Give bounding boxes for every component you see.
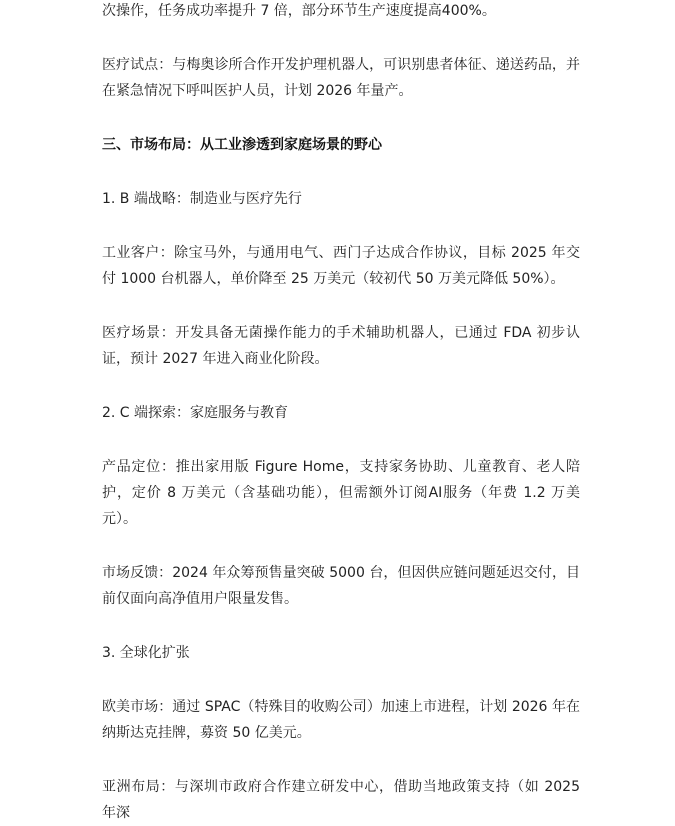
section-heading-market-layout: 三、市场布局：从工业渗透到家庭场景的野心: [102, 137, 382, 153]
paragraph-medical-scenario: 医疗场景：开发具备无菌操作能力的手术辅助机器人，已通过 FDA 初步认证，预计 2027 年进入商业化阶段。: [102, 325, 580, 367]
paragraph-medical-pilot: 医疗试点：与梅奥诊所合作开发护理机器人，可识别患者体征、递送药品，并在紧急情况下呼叫医护人员，计划 2026 年量产。: [102, 57, 580, 99]
paragraph-europe-america-market: 欧美市场：通过 SPAC（特殊目的收购公司）加速上市进程，计划 2026 年在纳斯达克挂牌，募资 50 亿美元。: [102, 699, 580, 741]
subheading-globalization: 3. 全球化扩张: [102, 645, 190, 661]
paragraph-product-positioning: 产品定位：推出家用版 Figure Home，支持家务协助、儿童教育、老人陪护，定价 8 万美元（含基础功能），但需额外订阅AI服务（年费 1.2 万美元）。: [102, 459, 580, 527]
paragraph-asia-layout: 亚洲布局：与深圳市政府合作建立研发中心，借助当地政策支持（如 2025 年深: [102, 779, 580, 821]
subheading-b2c-exploration: 2. C 端探索：家庭服务与教育: [102, 405, 289, 421]
document-body: [102, 0, 580, 826]
paragraph-market-feedback: 市场反馈：2024 年众筹预售量突破 5000 台，但因供应链问题延迟交付，目前仅面向高净值用户限量发售。: [102, 565, 580, 607]
paragraph-industrial-customers: 工业客户：除宝马外，与通用电气、西门子达成合作协议，目标 2025 年交付 1000 台机器人，单价降至 25 万美元（较初代 50 万美元降低 50%）。: [102, 245, 580, 287]
paragraph-continuation: 次操作，任务成功率提升 7 倍，部分环节生产速度提高400%。: [102, 3, 496, 19]
subheading-b2b-strategy: 1. B 端战略：制造业与医疗先行: [102, 191, 302, 207]
